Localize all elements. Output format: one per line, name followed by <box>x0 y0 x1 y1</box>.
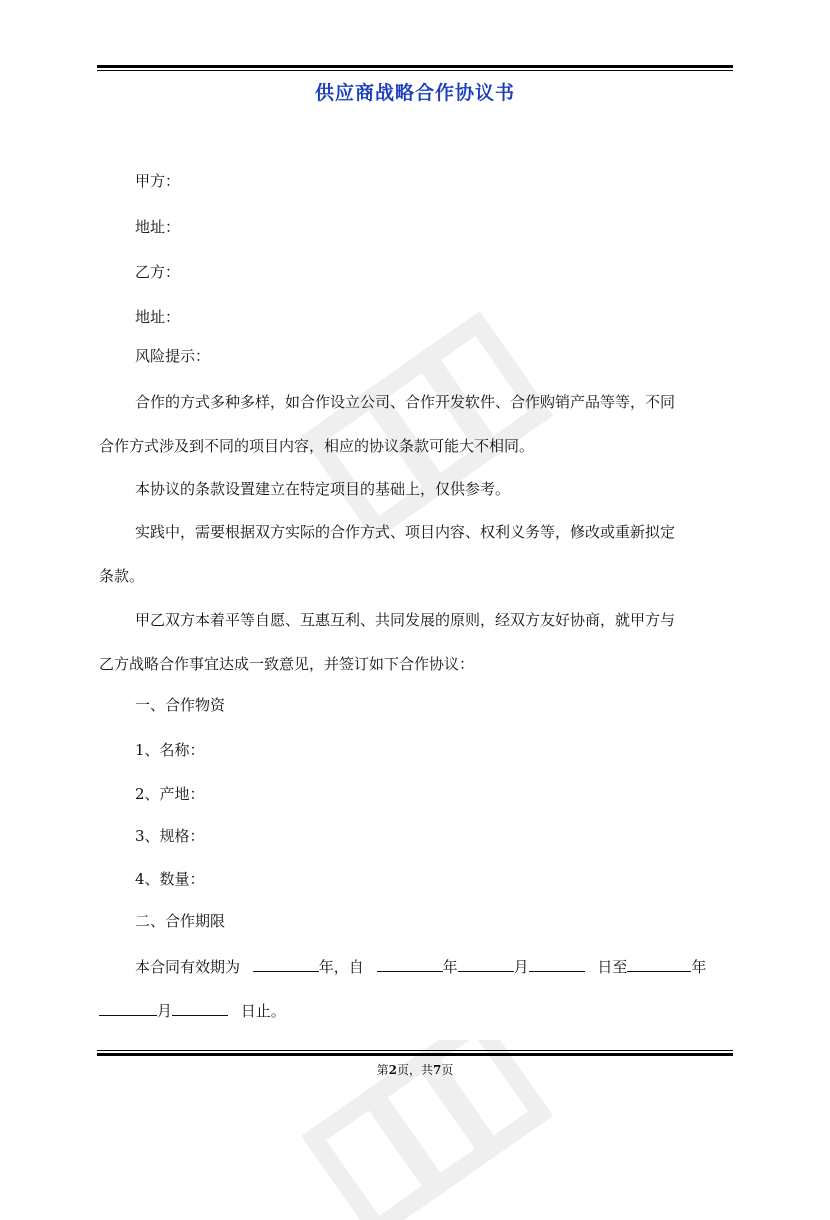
day-end-label: 日止。 <box>240 1002 286 1020</box>
party-b-label: 乙方： <box>135 263 181 281</box>
term-years-blank <box>253 957 319 972</box>
start-month-label: 月 <box>513 958 529 976</box>
section-1-heading: 一、合作物资 <box>135 696 226 714</box>
item-origin: 2、产地： <box>135 785 205 803</box>
term-line-2 <box>99 1001 286 1021</box>
party-a-label: 甲方： <box>135 172 181 190</box>
end-year-blank <box>627 957 691 972</box>
term-prefix: 本合同有效期为 <box>135 958 241 976</box>
footer-rule-thin <box>97 1050 733 1051</box>
document-title: 供应商战略合作协议书 <box>314 82 515 104</box>
end-month-blank <box>99 1001 157 1016</box>
end-month-label: 月 <box>157 1002 173 1020</box>
term-line-1 <box>135 957 706 977</box>
item-name: 1、名称： <box>135 741 205 759</box>
end-day-blank <box>172 1001 228 1016</box>
footer-rule-thick <box>97 1053 733 1056</box>
header-rule-thick <box>97 65 733 68</box>
start-year-blank <box>377 957 443 972</box>
watermark-graphic <box>300 300 560 560</box>
page-mid: 页，共 <box>396 1063 433 1077</box>
address-b-label: 地址： <box>135 308 181 326</box>
address-a-label: 地址： <box>135 218 181 236</box>
page-footer <box>97 1062 733 1078</box>
section-2-heading: 二、合作期限 <box>135 912 226 930</box>
start-month-blank <box>458 957 514 972</box>
intro-line-1: 甲乙双方本着平等自愿、互惠互利、共同发展的原则，经双方友好协商，就甲方与 <box>135 611 676 629</box>
end-year-label: 年 <box>691 958 707 976</box>
risk-paragraph-2: 本协议的条款设置建立在特定项目的基础上，仅供参考。 <box>135 480 511 498</box>
page-prefix: 第 <box>376 1063 389 1077</box>
start-year-label: 年 <box>442 958 458 976</box>
item-spec: 3、规格： <box>135 827 205 845</box>
intro-line-2: 乙方战略合作事宜达成一致意见，并签订如下合作协议： <box>99 655 475 673</box>
page-suffix: 页 <box>441 1063 454 1077</box>
risk-paragraph-3-line-1: 实践中，需要根据双方实际的合作方式、项目内容、权利义务等，修改或重新拟定 <box>135 523 676 541</box>
risk-label: 风险提示： <box>135 347 211 365</box>
risk-paragraph-1-line-1: 合作的方式多种多样，如合作设立公司、合作开发软件、合作购销产品等等，不同 <box>135 393 676 411</box>
term-year-from: 年，自 <box>318 958 364 976</box>
risk-paragraph-1-line-2: 合作方式涉及到不同的项目内容，相应的协议条款可能大不相同。 <box>99 437 535 455</box>
start-day-blank <box>529 957 585 972</box>
page-total: 7 <box>433 1063 442 1077</box>
header-rule-thin <box>97 70 733 71</box>
item-quantity: 4、数量： <box>135 870 205 888</box>
page-number: 2 <box>388 1063 397 1077</box>
risk-paragraph-3-line-2: 条款。 <box>99 567 145 585</box>
day-to-label: 日至 <box>597 958 628 976</box>
